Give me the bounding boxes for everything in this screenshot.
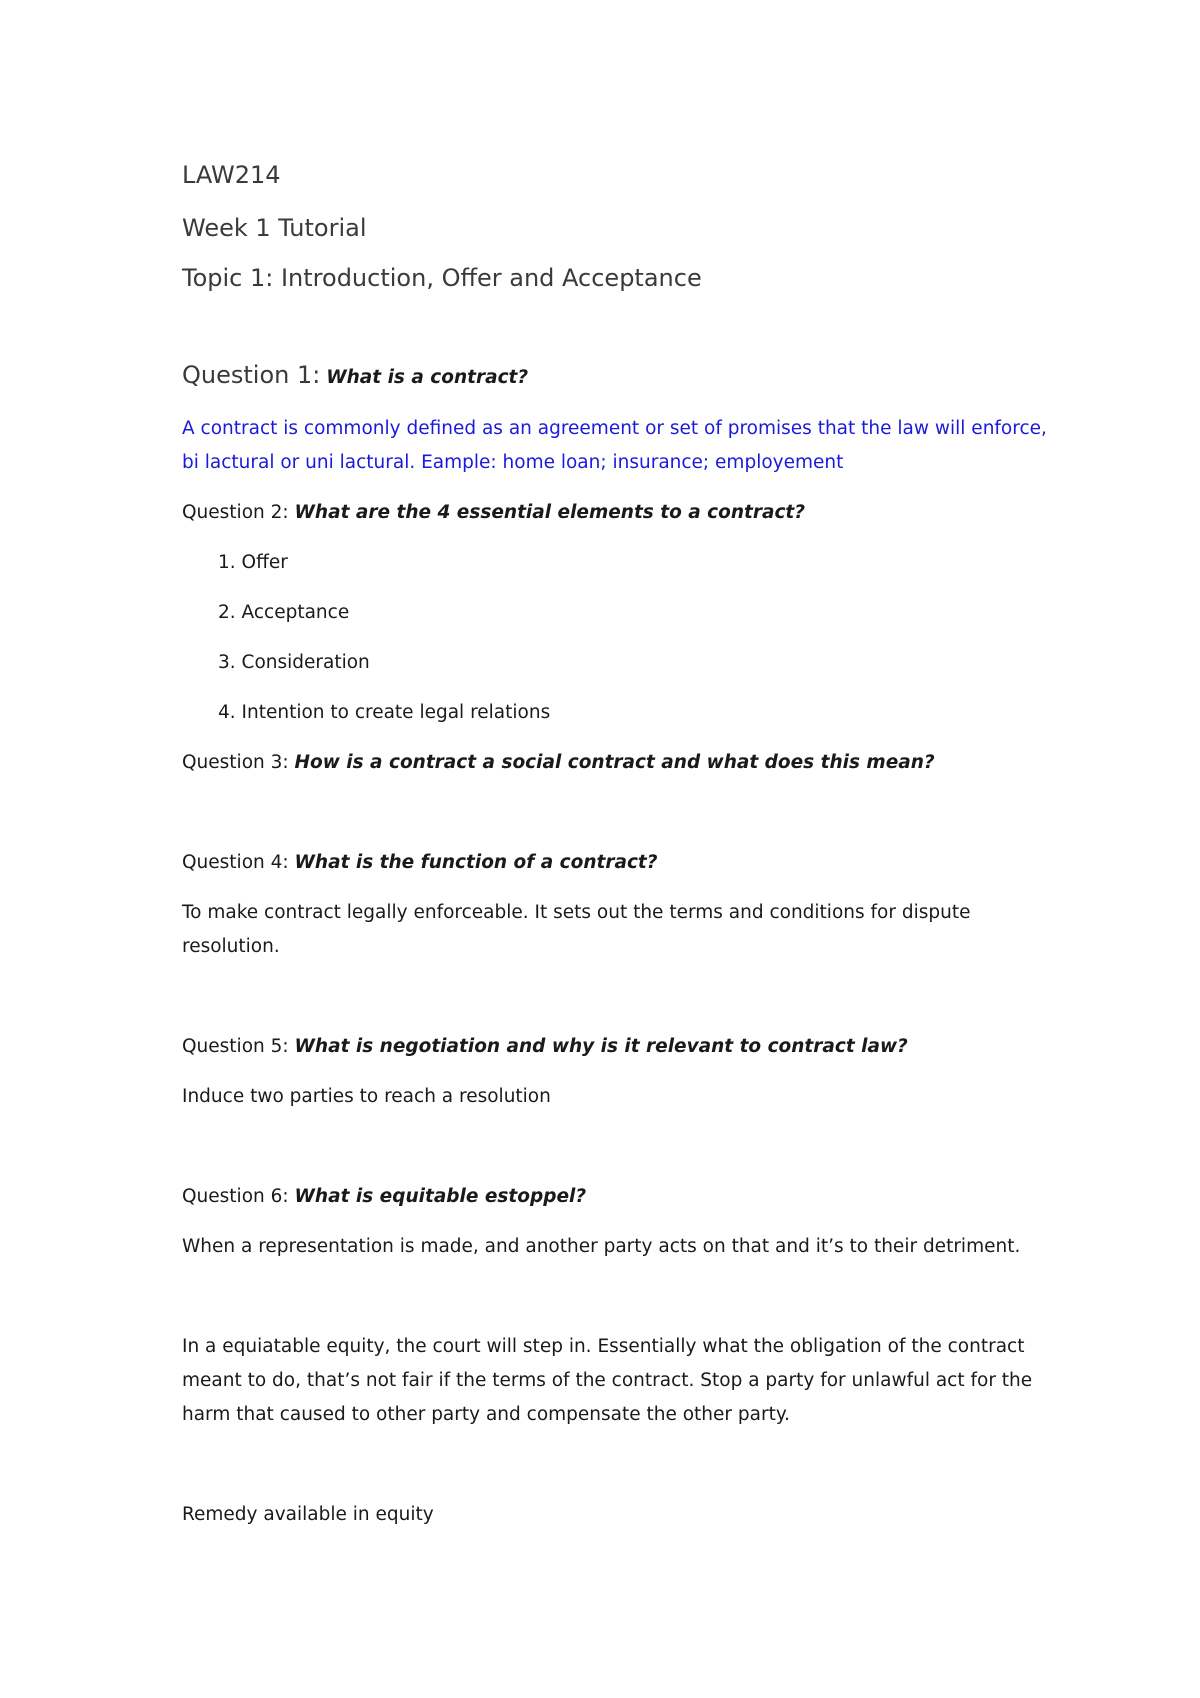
question-1-answer-line-2: bi lactural or uni lactural. Eample: home loan; insurance; employement (182, 452, 844, 473)
question-5 (182, 1035, 908, 1059)
list-item: 1. Offer (218, 552, 288, 573)
question-5-text: What is negotiation and why is it relevant to contract law? (294, 1036, 908, 1057)
question-4-answer-line-2: resolution. (182, 936, 280, 957)
question-4-text: What is the function of a contract? (294, 852, 658, 873)
question-6-label: Question 6: (182, 1186, 289, 1207)
question-1-text: What is a contract? (326, 367, 529, 388)
question-2-label: Question 2: (182, 502, 289, 523)
question-4-answer-line-1: To make contract legally enforceable. It sets out the terms and conditions for dispute (182, 902, 971, 923)
week-title: Week 1 Tutorial (182, 214, 367, 242)
course-code: LAW214 (182, 161, 281, 189)
question-3-label: Question 3: (182, 752, 289, 773)
question-3 (182, 751, 935, 775)
question-1-answer-line-1: A contract is commonly defined as an agreement or set of promises that the law will enforce, (182, 418, 1047, 439)
topic-title: Topic 1: Introduction, Offer and Acceptance (182, 264, 702, 292)
question-4-label: Question 4: (182, 852, 289, 873)
question-6-text: What is equitable estoppel? (294, 1186, 587, 1207)
question-6-paragraph-line-2: meant to do, that’s not fair if the terms of the contract. Stop a party for unlawful act for the (182, 1370, 1033, 1391)
question-6-remedy: Remedy available in equity (182, 1504, 434, 1525)
question-1-label: Question 1: (182, 361, 321, 389)
question-1 (182, 363, 528, 390)
list-item: 4. Intention to create legal relations (218, 702, 551, 723)
question-6-answer: When a representation is made, and another party acts on that and it’s to their detriment. (182, 1236, 1021, 1257)
question-6-paragraph-line-1: In a equiatable equity, the court will step in. Essentially what the obligation of the contract (182, 1336, 1025, 1357)
question-6-paragraph-line-3: harm that caused to other party and compensate the other party. (182, 1404, 791, 1425)
question-2 (182, 501, 805, 525)
question-4 (182, 851, 658, 875)
list-item: 2. Acceptance (218, 602, 350, 623)
question-5-label: Question 5: (182, 1036, 289, 1057)
question-3-text: How is a contract a social contract and what does this mean? (294, 752, 935, 773)
question-6 (182, 1185, 586, 1209)
question-5-answer: Induce two parties to reach a resolution (182, 1086, 551, 1107)
question-2-text: What are the 4 essential elements to a contract? (294, 502, 806, 523)
list-item: 3. Consideration (218, 652, 370, 673)
